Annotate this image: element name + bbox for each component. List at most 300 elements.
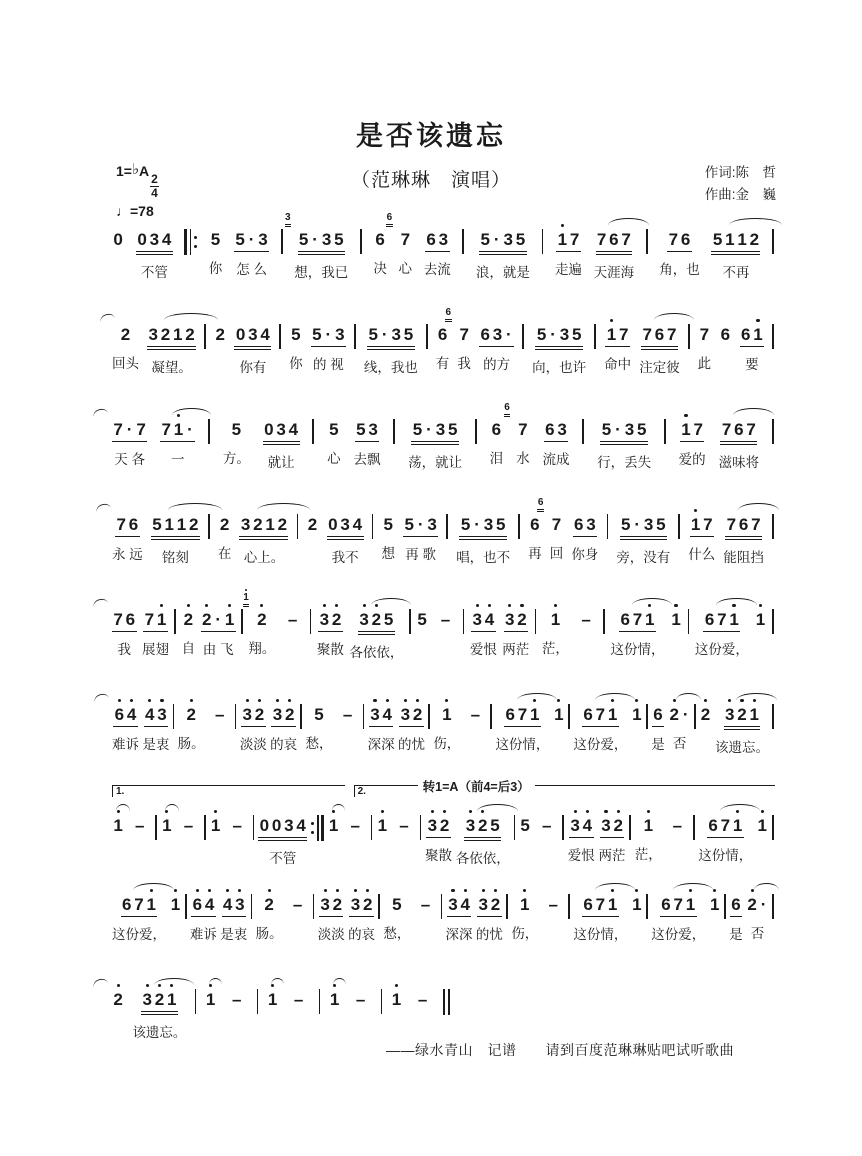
note-group <box>390 973 402 1034</box>
music-line-7 <box>112 780 774 878</box>
barline <box>195 989 197 1014</box>
note-digit: 6 <box>537 497 544 508</box>
note-digit: 5 <box>403 325 414 344</box>
lyric: 天 各 <box>114 452 145 468</box>
augmentation-dot: · <box>312 230 318 249</box>
note-digit: 5 <box>572 325 582 344</box>
note-digit: 3 <box>643 515 654 534</box>
note-group <box>255 878 283 942</box>
note-digit: 1 <box>607 895 618 914</box>
note-digit: 6 <box>426 230 436 249</box>
note-group <box>141 593 169 658</box>
note-digit: 4 <box>460 895 470 914</box>
note-digit: 4 <box>296 816 306 835</box>
lyric: 回头 <box>112 356 139 372</box>
barline <box>393 419 395 444</box>
barline <box>664 419 666 444</box>
augmentation-dot: · <box>682 705 689 724</box>
note-digit: 5 <box>314 705 324 724</box>
note <box>698 324 710 346</box>
note-digit: 3 <box>350 895 361 914</box>
barline <box>568 704 570 729</box>
volta-label: 1. <box>116 786 125 797</box>
note <box>112 815 124 837</box>
note-digit: 3 <box>448 895 458 914</box>
note-digit: 3 <box>724 705 735 724</box>
note-group <box>169 878 181 939</box>
note-group <box>423 213 451 278</box>
dash-note: – <box>135 816 145 835</box>
music-line-8 <box>112 878 774 973</box>
barline <box>772 815 774 840</box>
note <box>143 609 168 632</box>
lyric: 一 <box>170 452 185 468</box>
note-digit: 6 <box>530 515 540 534</box>
note-group <box>328 973 340 1034</box>
barline <box>463 609 465 634</box>
note-digit: 5 <box>291 325 301 344</box>
barline <box>522 324 524 349</box>
note-digit: 6 <box>680 230 691 249</box>
note-group <box>286 878 309 939</box>
note <box>631 704 643 726</box>
dash-note: – <box>417 990 428 1009</box>
note-group <box>754 593 766 654</box>
note <box>519 894 531 916</box>
dash-note: – <box>399 816 409 835</box>
lyric: 各依依， <box>349 645 404 661</box>
lyric-spacer <box>218 352 222 369</box>
note <box>504 704 541 727</box>
note <box>392 815 415 837</box>
note-digit: 7 <box>596 230 607 249</box>
lyric-spacer <box>713 922 717 939</box>
note-group <box>475 213 530 281</box>
note <box>490 419 502 441</box>
note <box>349 894 374 917</box>
note-digit: 1 <box>391 990 402 1009</box>
note-digit: 1 <box>632 895 642 914</box>
note-digit: 1 <box>267 990 278 1009</box>
note-group <box>709 878 721 939</box>
note <box>529 514 541 536</box>
augmentation-dot: · <box>215 610 221 629</box>
lyric: 心 <box>327 451 341 467</box>
lyric-spacer <box>353 843 357 860</box>
note-group <box>593 213 635 281</box>
lyric-spacer <box>297 1017 301 1034</box>
dash-note: – <box>183 816 194 835</box>
note <box>441 704 453 726</box>
note <box>652 704 664 727</box>
note-digit: 5 <box>329 420 339 439</box>
barline <box>772 704 774 729</box>
note <box>328 989 340 1011</box>
lyric: 你 <box>289 356 303 372</box>
note-digit: 2 <box>285 705 295 724</box>
lyric: 滋味将 <box>718 455 760 471</box>
note-group <box>285 212 349 281</box>
lyric: 的哀 <box>270 737 298 753</box>
barline <box>235 704 237 729</box>
note-digit: 7 <box>717 610 727 629</box>
note-group <box>373 213 387 277</box>
note-group <box>270 688 298 753</box>
note <box>141 989 178 1015</box>
note-group <box>225 973 248 1034</box>
note-digit: 6 <box>445 307 452 318</box>
note <box>699 704 711 726</box>
barline <box>518 514 520 539</box>
note-digit: 1 <box>607 705 618 724</box>
note-digit: 1 <box>243 592 249 603</box>
note-group <box>714 688 769 756</box>
note-digit: 7 <box>595 705 606 724</box>
barline <box>420 815 422 840</box>
lyric: 淡淡 <box>317 927 345 943</box>
lyric: 这份情， <box>698 848 753 864</box>
note-digit: 5 <box>636 420 647 439</box>
note-digit: 5 <box>412 420 423 439</box>
note-digit: 2 <box>186 705 196 724</box>
lyric-spacer <box>333 1017 337 1034</box>
note-digit: 6 <box>545 420 555 439</box>
note-digit: 5 <box>656 515 666 534</box>
note-digit: 0 <box>328 515 338 534</box>
note-digit: 1 <box>671 610 681 629</box>
note <box>445 307 470 346</box>
dash-note: – <box>342 705 353 724</box>
note-digit: 1 <box>737 230 747 249</box>
note-digit: 3 <box>157 705 167 724</box>
note-digit: 5 <box>235 230 245 249</box>
note <box>210 815 222 837</box>
note-group <box>537 497 564 562</box>
note-digit: 2 <box>264 895 274 914</box>
note-digit: 0 <box>235 325 246 344</box>
note-group <box>729 878 743 943</box>
note <box>434 609 457 631</box>
key-and-tempo <box>116 160 159 220</box>
lyric-spacer <box>138 843 142 860</box>
note-group <box>305 688 333 752</box>
grace-note <box>537 498 544 512</box>
lyric: 肠。 <box>255 926 283 942</box>
note-digit: 5 <box>404 515 414 534</box>
note-digit: 1 <box>442 705 452 724</box>
dash-note: – <box>672 816 683 835</box>
note <box>160 419 195 442</box>
note-group <box>327 403 341 467</box>
note <box>382 514 394 536</box>
note-group <box>383 878 411 942</box>
note-digit: 3 <box>272 705 283 724</box>
barline <box>253 815 255 840</box>
note-digit: 1 <box>757 816 767 835</box>
lyric-spacer <box>291 637 295 654</box>
note-group <box>631 878 643 939</box>
note-digit: 1 <box>162 816 172 835</box>
key-signature: 1=♭A $\frac{2}{4}$ <box>116 161 158 200</box>
music-line-2 <box>112 308 774 403</box>
note-group <box>740 308 765 373</box>
lyric: 展翅 <box>141 642 169 658</box>
note-group <box>327 498 364 566</box>
note <box>191 894 216 917</box>
note-group <box>201 593 236 658</box>
note-digit: 5 <box>712 230 723 249</box>
note <box>447 894 472 917</box>
augmentation-dot: · <box>634 515 641 534</box>
lyric-spacer <box>635 922 639 939</box>
lyric: 命中 <box>604 357 632 373</box>
note-digit: 6 <box>574 515 584 534</box>
note <box>519 815 531 837</box>
note-digit: 5 <box>520 816 530 835</box>
note-digit: 0 <box>271 816 282 835</box>
note-group <box>112 403 147 468</box>
note <box>144 704 169 727</box>
note <box>239 514 288 540</box>
note-group <box>147 308 196 376</box>
dash-note: – <box>231 990 242 1009</box>
lyric: 泪 <box>489 451 504 467</box>
note <box>542 894 565 916</box>
note-group <box>610 593 665 658</box>
note-digit: 3 <box>601 816 611 835</box>
note-digit: 3 <box>340 515 350 534</box>
note-group <box>699 688 711 749</box>
note-digit: 3 <box>235 895 245 914</box>
lyric-spacer <box>271 1017 275 1034</box>
barline <box>371 815 373 840</box>
note <box>214 324 226 346</box>
note-group <box>697 308 712 372</box>
note <box>369 704 394 727</box>
lyric: 你有 <box>239 360 267 376</box>
note <box>553 704 565 726</box>
note-digit: 7 <box>113 610 123 629</box>
note <box>290 324 302 346</box>
lyric: 深深 <box>445 927 473 943</box>
note <box>600 419 647 445</box>
note-group <box>403 498 438 563</box>
barline <box>354 324 356 349</box>
note-digit: 2 <box>277 515 288 534</box>
grace-note <box>445 308 452 322</box>
note-group <box>445 307 471 372</box>
note <box>504 402 529 441</box>
augmentation-dot: · <box>615 420 621 439</box>
note <box>344 815 367 837</box>
note-digit: 0 <box>137 230 147 249</box>
note-digit: 3 <box>586 515 596 534</box>
note-group <box>723 498 764 566</box>
note <box>631 894 643 916</box>
note-digit: 2 <box>219 515 230 534</box>
note-digit: 3 <box>435 420 446 439</box>
lyric: 这份爱， <box>694 642 749 658</box>
lyric: 在 <box>217 546 232 562</box>
note <box>436 324 448 346</box>
note-digit: 1 <box>729 610 739 629</box>
note-digit: 2 <box>257 610 267 629</box>
note-digit: 1 <box>146 895 156 914</box>
note-digit: 5 <box>392 895 402 914</box>
note-digit: 3 <box>370 705 380 724</box>
lyric: 这份爱， <box>573 737 628 753</box>
lyric: 流成 <box>542 452 570 468</box>
note-group <box>151 498 200 566</box>
note <box>582 704 619 727</box>
note-digit: 5 <box>356 420 366 439</box>
note-digit: 3 <box>624 420 635 439</box>
note-digit: 1 <box>753 325 763 344</box>
note-group <box>574 593 597 654</box>
note-group <box>386 212 413 277</box>
barline <box>629 815 631 840</box>
note-group <box>363 308 418 376</box>
note-digit: 6 <box>708 816 718 835</box>
note <box>620 514 667 540</box>
note-digit: 5 <box>536 325 547 344</box>
note <box>690 514 715 537</box>
lyric: 就让 <box>267 455 295 471</box>
note <box>703 609 740 632</box>
note-group <box>349 973 372 1034</box>
note-digit: 5 <box>334 230 344 249</box>
note-digit: 4 <box>161 230 172 249</box>
note <box>619 609 656 632</box>
lyric: 心上。 <box>243 550 285 566</box>
augmentation-dot: · <box>426 420 432 439</box>
note <box>328 419 340 441</box>
note-digit: 7 <box>517 705 528 724</box>
note-group <box>668 688 691 752</box>
augmentation-dot: · <box>248 230 255 249</box>
note-group <box>239 498 288 566</box>
lyric: 翔。 <box>248 641 276 657</box>
note <box>535 324 582 350</box>
lyric: 自 <box>181 641 196 657</box>
lyric: 走遍 <box>554 262 582 278</box>
note-digit: 2 <box>490 895 501 914</box>
lyric: 由 飞 <box>202 642 234 658</box>
note-digit: 7 <box>144 610 155 629</box>
barline <box>506 894 508 919</box>
note <box>112 609 137 632</box>
note-digit: 1 <box>265 515 275 534</box>
barline <box>724 894 726 919</box>
grace-note <box>386 213 393 227</box>
note-digit: 2 <box>332 895 343 914</box>
note-group <box>220 878 248 943</box>
augmentation-dot: · <box>325 325 332 344</box>
lyric-spacer <box>209 1017 213 1034</box>
lyric: 唱，也不 <box>456 550 511 566</box>
note <box>754 609 766 631</box>
note <box>376 815 388 837</box>
note-digit: 5 <box>152 515 162 534</box>
note <box>115 514 140 537</box>
barline <box>363 704 365 729</box>
note-digit: 3 <box>478 895 488 914</box>
note-digit: 0 <box>264 420 274 439</box>
note-group <box>266 973 278 1034</box>
note <box>596 229 633 255</box>
note <box>151 514 200 540</box>
lyric-spacer <box>473 732 477 749</box>
barline <box>381 989 383 1014</box>
lyric-spacer <box>557 732 561 749</box>
note-digit: 7 <box>595 895 606 914</box>
lyric: 这份情， <box>573 927 628 943</box>
note-digit: 6 <box>653 705 663 724</box>
note-digit: 5 <box>601 420 612 439</box>
note-digit: 7 <box>632 610 643 629</box>
note-group <box>670 593 682 654</box>
barline <box>372 514 374 539</box>
note <box>680 419 705 442</box>
note-group <box>353 403 381 468</box>
note-digit: 1 <box>176 515 187 534</box>
note-digit: 7 <box>459 325 469 344</box>
lyric: 爱恨 <box>469 642 497 658</box>
note-group <box>208 688 231 749</box>
barline <box>441 894 443 919</box>
note <box>177 815 200 837</box>
lyricist: 作词:陈 哲 <box>704 165 776 180</box>
note <box>399 704 424 727</box>
lyric-spacer <box>359 1017 363 1034</box>
lyric-spacer <box>218 732 222 749</box>
note <box>666 815 689 837</box>
note-digit: 1 <box>681 420 691 439</box>
grace-note <box>504 403 511 417</box>
note-group <box>112 498 143 563</box>
note <box>266 989 278 1011</box>
note-group <box>205 973 217 1034</box>
note <box>535 815 558 837</box>
note-digit: 5 <box>496 515 506 534</box>
note <box>667 229 692 252</box>
barline <box>490 704 492 729</box>
note <box>414 894 437 916</box>
note-digit: 1 <box>210 816 221 835</box>
note-group <box>659 213 700 278</box>
note-digit: 3 <box>321 230 332 249</box>
note <box>668 704 691 726</box>
lyric: 天涯海 <box>593 265 635 281</box>
note-digit: 2 <box>478 816 488 835</box>
note <box>746 894 769 916</box>
lyric: 否 <box>672 736 687 752</box>
note <box>327 815 339 837</box>
dash-note: – <box>440 610 451 629</box>
lyric: 聚散 <box>316 642 344 658</box>
lyric: 旁，没有 <box>616 550 671 566</box>
note-group <box>571 498 599 563</box>
note-digit: 1 <box>113 816 123 835</box>
note <box>121 894 158 917</box>
lyric: 心 <box>398 261 413 277</box>
note <box>355 419 380 442</box>
note-group <box>132 973 187 1041</box>
note-digit: 3 <box>258 230 268 249</box>
lyric: 浪，就是 <box>475 265 530 281</box>
note-digit: 6 <box>720 325 731 344</box>
note <box>386 212 411 251</box>
